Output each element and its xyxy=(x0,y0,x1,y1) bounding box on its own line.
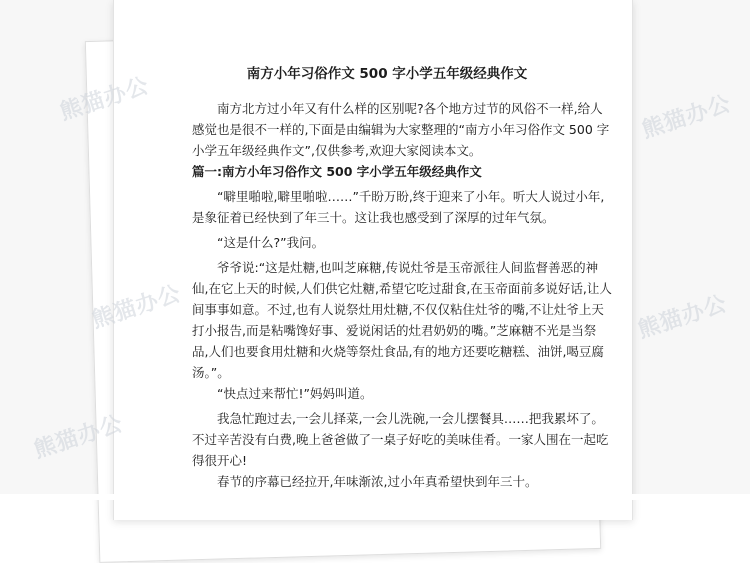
body-paragraph: 春节的序幕已经拉开,年味渐浓,过小年真希望快到年三十。 xyxy=(217,474,538,489)
body-paragraph: 我急忙跑过去,一会儿择菜,一会儿洗碗,一会儿摆餐具……把我累坏了。不过辛苦没有白费,晚上爸爸做了一桌子好吃的美味佳肴。一家人围在一起吃得很开心! xyxy=(192,411,609,468)
watermark: 熊猫办公 xyxy=(89,281,185,334)
body-paragraph: “这是什么?”我问。 xyxy=(217,235,325,250)
section-heading: 篇一:南方小年习俗作文 500 字小学五年级经典作文 xyxy=(192,164,482,179)
body-paragraph: “噼里啪啦,噼里啪啦……”千盼万盼,终于迎来了小年。听大人说过小年,是象征着已经快到了年三十。这让我也感受到了深厚的过年气氛。 xyxy=(192,189,605,225)
watermark: 熊猫办公 xyxy=(57,73,153,126)
body-paragraph: “快点过来帮忙!”妈妈叫道。 xyxy=(217,386,373,401)
watermark: 熊猫办公 xyxy=(639,91,735,144)
document-title: 南方小年习俗作文 500 字小学五年级经典作文 xyxy=(246,66,528,82)
body-paragraph: 爷爷说:“这是灶糖,也叫芝麻糖,传说灶爷是玉帝派往人间监督善恶的神仙,在它上天的时候,人们供它灶糖,希望它吃过甜食,在玉帝面前多说好话,让人间事事如意。不过,也有人说祭灶用灶糖,不仅仅粘住灶爷的嘴,不让灶爷上天打小报告,而是粘嘴馋好事、爱说闲话的灶君奶奶的嘴。”芝麻糖不光是当祭品,人们也要食用灶糖和火烧等祭灶食品,有的地方还要吃糖糕、油饼,喝豆腐汤。”。 xyxy=(192,260,612,380)
intro-paragraph: 南方北方过小年又有什么样的区别呢?各个地方过节的风俗不一样,给人感觉也是很不一样的,下面是由编辑为大家整理的“南方小年习俗作文 500 字小学五年级经典作文”,仅供参考,欢迎大家阅读本文。 xyxy=(192,101,610,158)
bottom-crop xyxy=(0,494,750,500)
watermark: 熊猫办公 xyxy=(635,291,731,344)
watermark: 熊猫办公 xyxy=(31,411,127,464)
document-body xyxy=(192,62,612,492)
